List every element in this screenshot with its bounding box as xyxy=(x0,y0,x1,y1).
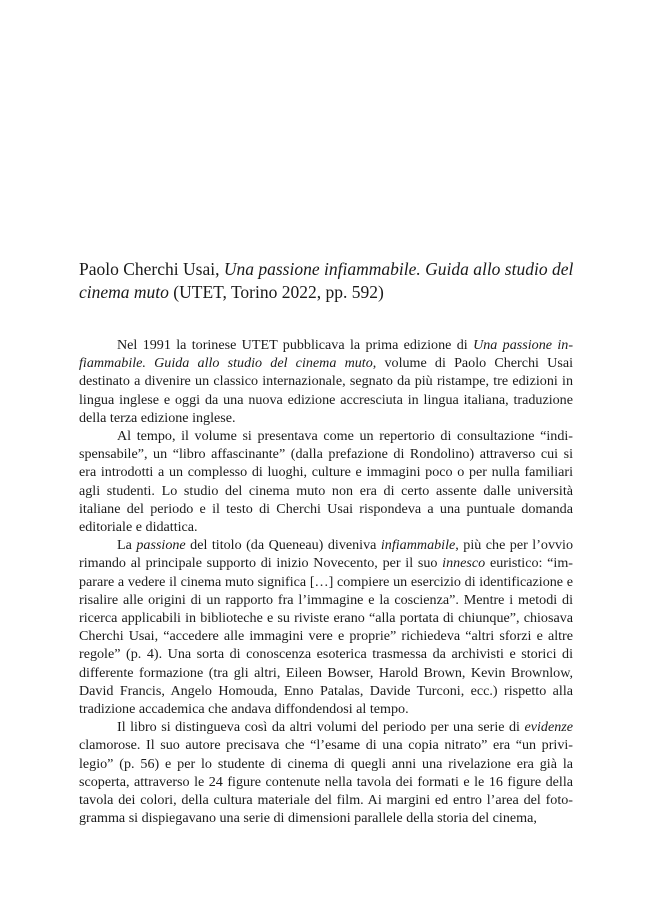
paragraph-2 xyxy=(79,427,573,536)
paragraph-1 xyxy=(79,336,573,427)
text-run: La xyxy=(117,537,137,554)
review-body xyxy=(79,336,573,827)
text-run: del titolo (da Queneau) diveniva xyxy=(185,537,381,554)
text-run: , volume di Paolo Cherchi Usai destinato a divenire un classico internazionale, segnato da più ristampe, tre edizioni in lingua inglese e oggi da una nuova edizione accresciuta in lingua italiana, traduzione della terza edizione inglese. xyxy=(79,355,573,426)
heading-author: Paolo Cherchi Usai, xyxy=(79,259,224,279)
italic-term: innesco xyxy=(442,555,486,572)
review-heading xyxy=(79,258,579,304)
italic-term: evidenze xyxy=(524,719,573,736)
text-run: Nel 1991 la torinese UTET pubblicava la prima edizione di xyxy=(117,337,474,353)
text-run: Il libro si distingueva così da altri volumi del periodo per una serie di xyxy=(117,719,525,736)
text-run: euristico: “imparare a vedere il cinema muto significa […] compiere un esercizio di identificazione e risalire alle origini di un rapporto fra l’immagine e la coscienza”. Mentre i metodi di ricerca applicabili in biblioteche e su riviste erano “alla portata di chiunque”, chiosava Cherchi Usai, “accedere alle immagini vere e proprie” richiedeva “altri sforzi e altre regole” (p. 4). Una sorta di conoscenza esoterica trasmessa da archivisti e storici di differente formazione (tra gli altri, Eileen Bowser, Harold Brown, Kevin Brownlow, David Francis, Angelo Homouda, Enno Patalas, Davide Turconi, ecc.) rispetto alla tradizione accademica che andava diffondendosi al tempo. xyxy=(79,555,573,718)
heading-book-title: Una passione infiammabile. Guida allo studio del cinema muto xyxy=(79,259,574,302)
paragraph-4 xyxy=(79,718,573,827)
text-run: , più che per l’ovvio rimando al principale supporto di inizio Novecento, per il suo xyxy=(79,537,573,572)
italic-term: passione xyxy=(136,537,186,554)
text-run: Al tempo, il volume si presentava come un repertorio di consultazione “indispensabile”, un “libro affascinante” (dalla prefazione di Rondolino) attraverso cui si era introdotti a un complesso di luoghi, culture e immagini poco o per nulla familiari agli studenti. Lo studio del cinema muto non era di certo assente dalle università italiane del periodo e il testo di Cherchi Usai rispondeva a una puntuale domanda editoriale e didattica. xyxy=(79,428,573,536)
paragraph-3 xyxy=(79,536,573,718)
italic-book-title: Una passione infiammabile. Guida allo studio del cinema muto xyxy=(79,337,574,372)
text-run: clamorose. Il suo autore precisava che “l’esame di una copia nitrato” era “un privilegio” (p. 56) e per lo studente di cinema di quegli anni una rivelazione era già la scoperta, attraverso le 24 figure contenute nella tavola dei formati e le 16 figure della tavola dei colori, della cultura materiale del film. Ai margini ed entro l’area del fotogramma si dispiegavano una serie di dimensioni parallele della storia del cinema, xyxy=(79,737,573,827)
heading-publication-info: (UTET, Torino 2022, pp. 592) xyxy=(168,282,384,302)
italic-term: infiammabile xyxy=(380,537,456,554)
